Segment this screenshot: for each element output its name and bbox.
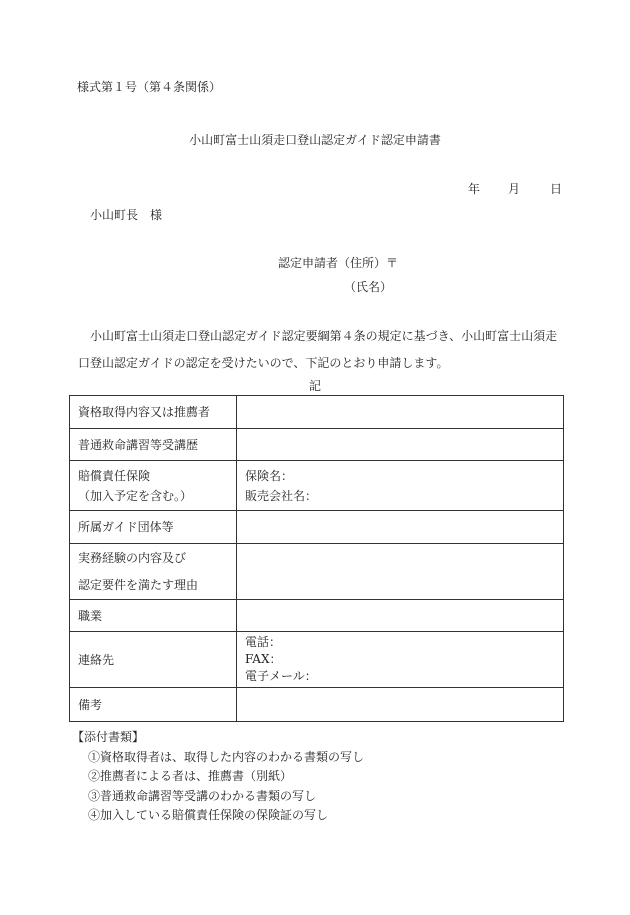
row-label-guide-group: 所属ガイド団体等	[70, 511, 237, 544]
row-label-first-aid: 普通救命講習等受講歴	[70, 429, 237, 461]
insurance-label-line2: （加入予定を含む。）	[78, 488, 193, 503]
insurance-label-line1: 賠償責任保険	[78, 468, 151, 483]
row-label-contact: 連絡先	[70, 632, 237, 688]
row-label-insurance	[70, 461, 237, 511]
attachment-item: ③普通救命講習等受講のわかる書類の写し	[88, 788, 317, 803]
row-value-guide-group[interactable]	[237, 511, 564, 544]
table-row	[70, 632, 564, 688]
body-text: 小山町富士山須走口登山認定ガイド認定要綱第４条の規定に基づき、小山町富士山須走口登山認定ガイドの認定を受けたいので、下記のとおり申請します。	[78, 329, 558, 370]
application-table	[69, 395, 564, 722]
attachments-heading: 【添付書類】	[72, 730, 145, 744]
row-label-experience	[70, 544, 237, 600]
row-value-occupation[interactable]	[237, 600, 564, 632]
contact-phone-label: 電話：	[245, 635, 282, 649]
form-number: 様式第１号（第４条関係）	[77, 80, 222, 94]
table-row	[70, 544, 564, 600]
table-row	[70, 600, 564, 632]
addressee: 小山町長 様	[90, 208, 163, 222]
ki-heading: 記	[308, 379, 321, 393]
applicant-name-label: （氏名）	[344, 280, 393, 294]
insurance-company-label: 販売会社名：	[245, 488, 318, 503]
contact-fax-label: FAX：	[245, 652, 282, 666]
experience-label-line2: 認定要件を満たす理由	[78, 577, 199, 592]
date-month: 月	[508, 182, 521, 196]
applicant-address-label: 認定申請者（住所）〒	[278, 256, 399, 270]
row-value-experience[interactable]	[237, 544, 564, 600]
date-year: 年	[468, 182, 481, 196]
row-value-insurance[interactable]	[237, 461, 564, 511]
row-label-qualification: 資格取得内容又は推薦者	[70, 396, 237, 429]
attachments-section	[72, 728, 364, 826]
row-label-occupation: 職業	[70, 600, 237, 632]
date-line	[468, 180, 562, 197]
row-label-remarks: 備考	[70, 688, 237, 722]
attachment-item: ①資格取得者は、取得した内容のわかる書類の写し	[88, 749, 365, 764]
row-value-qualification[interactable]	[237, 396, 564, 429]
contact-email-label: 電子メール：	[245, 669, 317, 683]
table-row	[70, 511, 564, 544]
table-row	[70, 688, 564, 722]
document-title: 小山町富士山須走口登山認定ガイド認定申請書	[189, 133, 441, 147]
insurance-name-label: 保険名：	[245, 468, 294, 483]
attachment-item: ④加入している賠償責任保険の保険証の写し	[88, 808, 329, 822]
date-day: 日	[550, 182, 563, 196]
table-row	[70, 461, 564, 511]
row-value-contact[interactable]	[237, 632, 564, 688]
attachment-item: ②推薦者による者は、推薦書（別紙）	[88, 769, 293, 783]
row-value-first-aid[interactable]	[237, 429, 564, 461]
table-row	[70, 396, 564, 429]
experience-label-line1: 実務経験の内容及び	[78, 550, 187, 565]
table-row	[70, 429, 564, 461]
row-value-remarks[interactable]	[237, 688, 564, 722]
